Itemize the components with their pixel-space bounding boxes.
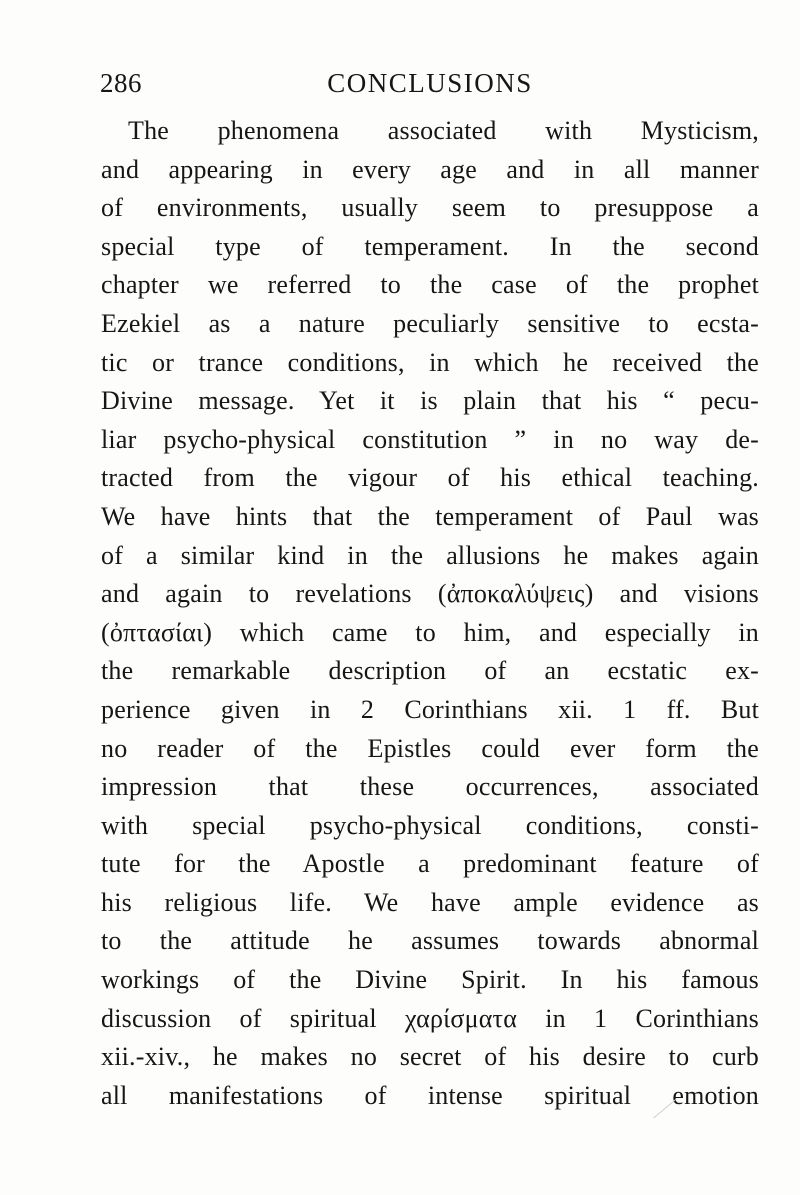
text-line: of a similar kind in the allusions he makes again: [101, 540, 759, 570]
text-line: perience given in 2 Corinthians xii. 1 ff. But: [101, 694, 759, 724]
text-line: special type of temperament. In the second: [101, 231, 759, 261]
text-line: and appearing in every age and in all manner: [101, 154, 759, 184]
text-line: (ὀπτασίαι) which came to him, and especially in: [101, 617, 759, 647]
text-line: impression that these occurrences, associated: [101, 772, 759, 802]
text-line: Ezekiel as a nature peculiarly sensitive to ecsta-: [101, 308, 759, 338]
text-line: his religious life. We have ample evidence as: [101, 887, 759, 917]
text-line: tic or trance conditions, in which he received the: [101, 347, 759, 377]
text-line: Divine message. Yet it is plain that his “ pecu-: [101, 386, 759, 416]
page-number: 286: [100, 68, 142, 98]
text-line: xii.-xiv., he makes no secret of his desire to curb: [101, 1042, 759, 1072]
running-title: CONCLUSIONS: [327, 68, 533, 98]
page-header: [100, 68, 760, 108]
text-line: of environments, usually seem to presuppose a: [101, 193, 759, 223]
text-line: with special psycho-physical conditions, consti-: [101, 810, 759, 840]
text-line: the remarkable description of an ecstatic ex-: [101, 656, 759, 686]
text-line: tracted from the vigour of his ethical teaching.: [101, 463, 759, 493]
text-line: to the attitude he assumes towards abnormal: [101, 926, 759, 956]
text-line: no reader of the Epistles could ever form the: [101, 733, 759, 763]
text-line: The phenomena associated with Mysticism,: [128, 116, 759, 145]
body-paragraph: [101, 112, 759, 1115]
text-line: and again to revelations (ἀποκαλύψεις) and visions: [101, 579, 759, 609]
text-line: tute for the Apostle a predominant feature of: [101, 849, 759, 879]
text-line: chapter we referred to the case of the prophet: [101, 270, 759, 300]
text-line: all manifestations of intense spiritual emotion: [101, 1080, 759, 1110]
text-line: workings of the Divine Spirit. In his famous: [101, 965, 759, 995]
text-line: liar psycho-physical constitution ” in no way de-: [101, 424, 759, 454]
text-line: discussion of spiritual χαρίσματα in 1 Corinthians: [101, 1003, 759, 1033]
text-line: We have hints that the temperament of Paul was: [101, 501, 759, 531]
